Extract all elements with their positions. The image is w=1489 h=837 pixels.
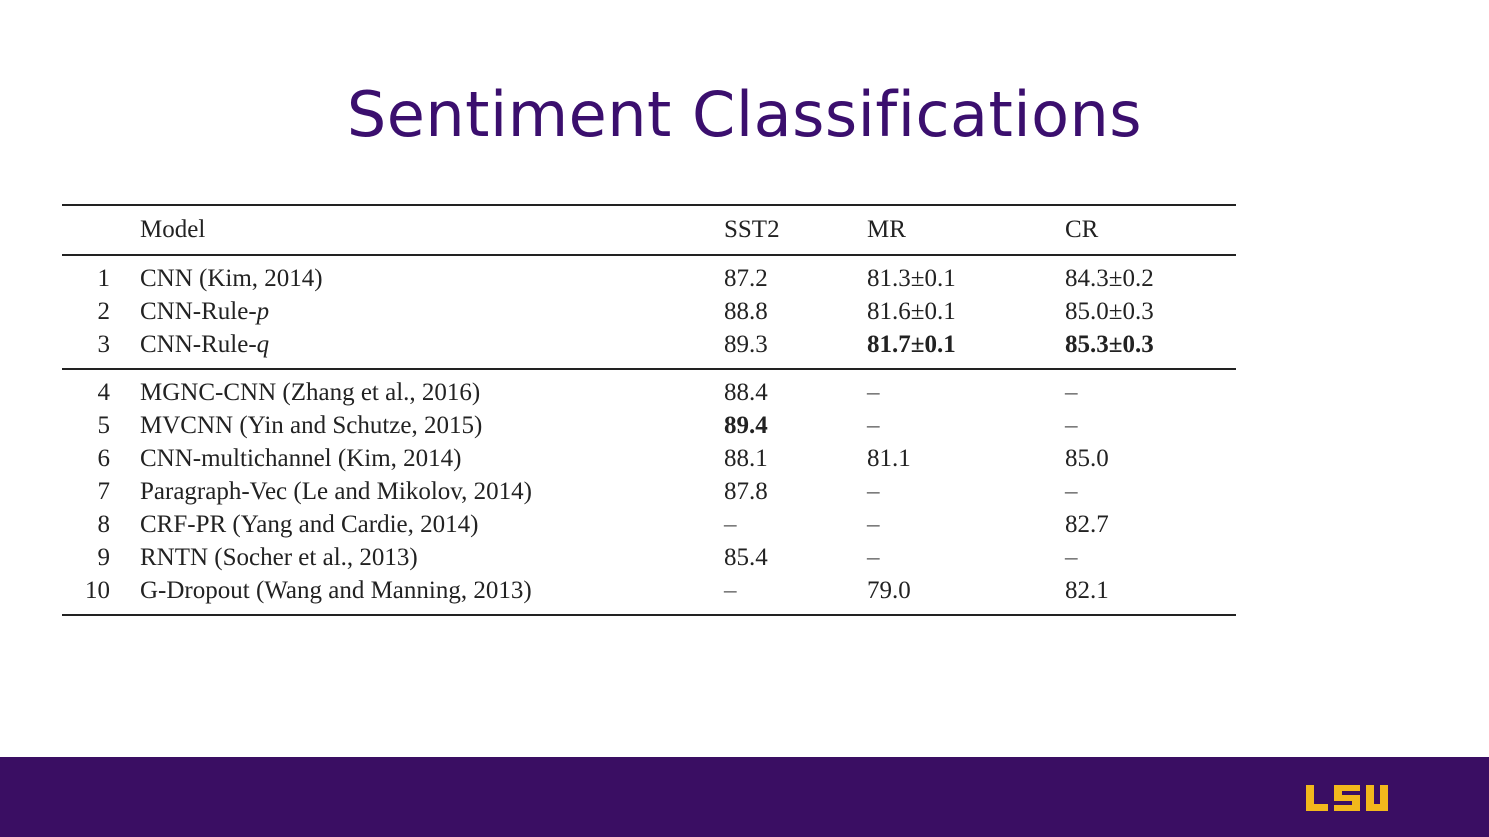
table-row: [62, 409, 1236, 442]
row-model: CNN-multichannel (Kim, 2014): [140, 444, 462, 472]
table-group-baselines: [62, 369, 1236, 615]
row-mr: –: [867, 510, 880, 538]
table-row: [62, 255, 1236, 295]
row-mr: 81.6±0.1: [867, 297, 956, 325]
row-cr: 84.3±0.2: [1065, 264, 1154, 292]
row-cr: –: [1065, 378, 1078, 406]
row-model-base: CNN-Rule-: [140, 330, 257, 358]
header-cr: CR: [1065, 205, 1236, 255]
row-sst2: 88.4: [724, 378, 768, 406]
header-model: Model: [140, 205, 724, 255]
row-sst2: 87.2: [724, 264, 768, 292]
row-model-variable: p: [256, 297, 270, 325]
row-mr: –: [867, 477, 880, 505]
table-group-proposed: [62, 255, 1236, 369]
row-num: 2: [97, 297, 110, 325]
header-sst2: SST2: [724, 205, 867, 255]
row-mr: 79.0: [867, 574, 1065, 615]
table-row: [62, 475, 1236, 508]
row-num: 1: [97, 264, 110, 292]
row-mr: –: [867, 411, 880, 439]
results-table-container: [62, 204, 1236, 616]
row-num: 5: [97, 411, 110, 439]
row-sst2: –: [724, 510, 737, 538]
row-mr: 81.1: [867, 444, 911, 472]
row-cr: 82.1: [1065, 574, 1236, 615]
row-num: 8: [97, 510, 110, 538]
row-mr: –: [867, 543, 880, 571]
row-mr-best: 81.7±0.1: [867, 328, 1065, 369]
row-model: CNN (Kim, 2014): [140, 264, 323, 292]
row-cr-best: 85.3±0.3: [1065, 328, 1236, 369]
row-num: 4: [97, 378, 110, 406]
row-model: [140, 328, 724, 369]
table-row: [62, 541, 1236, 574]
row-num: 7: [97, 477, 110, 505]
row-num: 6: [97, 444, 110, 472]
row-model: G-Dropout (Wang and Manning, 2013): [140, 574, 724, 615]
row-num: 9: [97, 543, 110, 571]
row-model: Paragraph-Vec (Le and Mikolov, 2014): [140, 477, 533, 505]
table-row: [62, 508, 1236, 541]
row-cr: –: [1065, 543, 1078, 571]
results-table: [62, 204, 1236, 616]
row-model: [140, 295, 724, 328]
row-model: RNTN (Socher et al., 2013): [140, 543, 418, 571]
table-row: [62, 369, 1236, 409]
row-cr: 85.0: [1065, 444, 1109, 472]
row-num: 10: [62, 574, 140, 615]
table-header-row: [62, 205, 1236, 255]
row-cr: –: [1065, 477, 1078, 505]
row-model: MGNC-CNN (Zhang et al., 2016): [140, 378, 481, 406]
row-model: CRF-PR (Yang and Cardie, 2014): [140, 510, 479, 538]
header-mr: MR: [867, 205, 1065, 255]
row-sst2-best: 89.4: [724, 411, 768, 439]
row-cr: 85.0±0.3: [1065, 297, 1154, 325]
row-cr: 82.7: [1065, 510, 1109, 538]
row-model-base: CNN-Rule-: [140, 297, 257, 325]
row-mr: –: [867, 378, 880, 406]
row-sst2: 85.4: [724, 543, 768, 571]
footer-bar: [0, 757, 1489, 837]
row-sst2: 88.1: [724, 444, 768, 472]
row-sst2: 87.8: [724, 477, 768, 505]
row-cr: –: [1065, 411, 1078, 439]
row-mr: 81.3±0.1: [867, 264, 956, 292]
table-row: [62, 295, 1236, 328]
row-sst2: –: [724, 574, 867, 615]
table-row: [62, 574, 1236, 615]
header-num: [62, 205, 140, 255]
row-sst2: 88.8: [724, 297, 768, 325]
row-model-variable: q: [256, 330, 270, 358]
slide-title: Sentiment Classifications: [346, 78, 1143, 151]
row-sst2: 89.3: [724, 328, 867, 369]
row-num: 3: [62, 328, 140, 369]
row-model: MVCNN (Yin and Schutze, 2015): [140, 411, 483, 439]
table-row: [62, 442, 1236, 475]
lsu-logo: [1304, 785, 1390, 811]
table-row: [62, 328, 1236, 369]
